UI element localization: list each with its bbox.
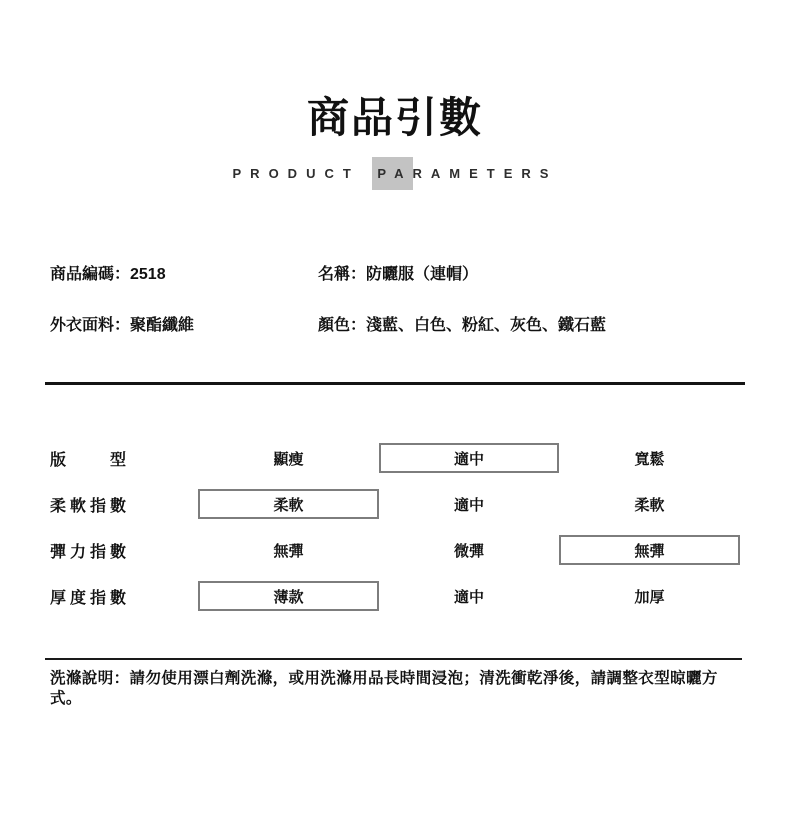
spec-cell-selected: 無彈: [559, 535, 740, 565]
washing-instructions: 洗滌說明：請勿使用漂白劑洗滌，或用洗滌用品長時間浸泡；清洗衝乾淨後，請調整衣型晾曬方式。: [50, 670, 718, 708]
subtitle-pre: PRODUCT: [232, 166, 373, 182]
subtitle-post: RAMETERS: [412, 166, 558, 182]
info-row-code-name: [50, 265, 790, 285]
spec-cell-selected: 薄款: [198, 581, 379, 611]
divider-bottom: [45, 658, 742, 660]
spec-cell: 柔軟: [634, 496, 665, 514]
spec-cell-selected: 柔軟: [198, 489, 379, 519]
spec-cell: 微彈: [453, 542, 484, 560]
product-parameters-page: [0, 94, 790, 835]
spec-cell: 無彈: [273, 542, 304, 560]
product-colors: 顏色：淺藍、白色、粉紅、灰色、鐵石藍: [318, 317, 607, 335]
spec-row-fit: [50, 435, 745, 481]
spec-row-softness: [50, 481, 745, 527]
spec-cell: 加厚: [634, 588, 665, 606]
spec-label-fit: 版型: [50, 451, 126, 469]
spec-cell: 顯瘦: [273, 450, 304, 468]
product-info-section: [50, 265, 790, 336]
spec-label-softness: 柔軟指數: [50, 497, 126, 515]
spec-row-elasticity: [50, 527, 745, 573]
product-fabric: 外衣面料：聚酯纖維: [50, 317, 195, 335]
spec-label-elasticity: 彈力指數: [50, 543, 126, 561]
spec-table: [50, 435, 745, 619]
spec-cell: 寬鬆: [634, 450, 665, 468]
spec-cell: 適中: [453, 588, 484, 606]
info-row-fabric-color: [50, 316, 790, 336]
subtitle-highlight: PA: [372, 157, 412, 190]
page-subtitle: [0, 158, 790, 189]
product-name: 名稱：防曬服（連帽）: [318, 266, 479, 284]
page-title: 商品引數: [306, 94, 483, 141]
spec-label-thickness: 厚度指數: [50, 589, 126, 607]
spec-row-thickness: [50, 573, 745, 619]
spec-cell: 適中: [453, 496, 484, 514]
divider-top: [45, 382, 745, 385]
spec-cell-selected: 適中: [379, 443, 559, 473]
product-code: 商品編碼：2518: [50, 266, 166, 284]
